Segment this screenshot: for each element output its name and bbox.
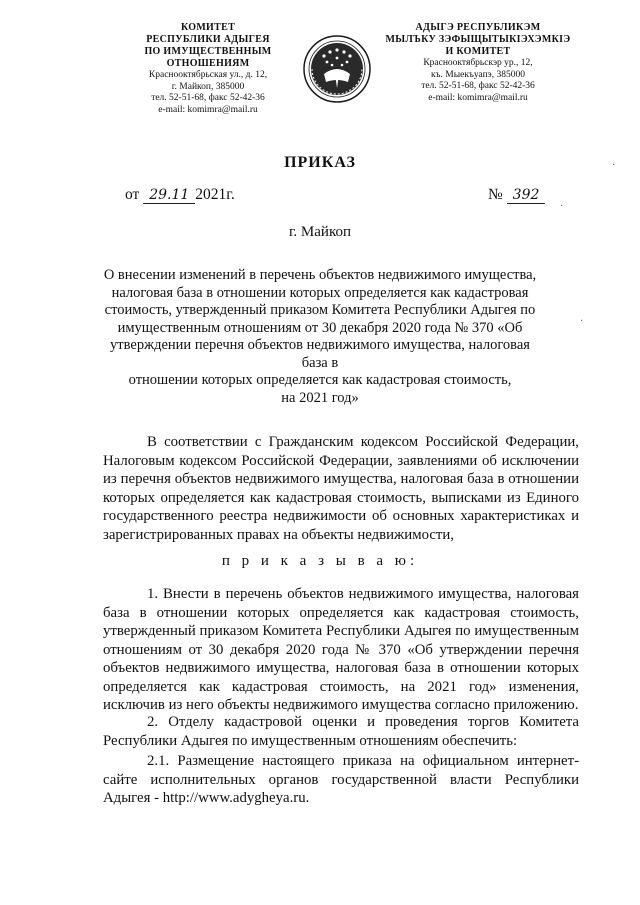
number-prefix: № <box>488 186 503 203</box>
header-left <box>108 22 308 116</box>
org-name-ady-line: МЫЛЪКУ ЗЭФЫЩЫТЫКІЭХЭМКІЭ <box>385 34 571 45</box>
header-right <box>378 22 578 104</box>
handwritten-number: 392 <box>507 187 546 204</box>
scan-speck: · <box>612 160 616 171</box>
subject-line: имущественным отношениям от 30 декабря 2020 года № 370 «Об <box>117 319 523 336</box>
subject-line: О внесении изменений в перечень объектов недвижимого имущества, <box>103 267 537 283</box>
orders-heading: п р и к а з ы в а ю: <box>221 553 419 569</box>
coat-of-arms-icon <box>302 34 372 104</box>
org-name-ru-line: ПО ИМУЩЕСТВЕННЫМ ОТНОШЕНИЯМ <box>144 46 272 69</box>
item-2-1-paragraph: 2.1. Размещение настоящего приказа на официальном интернет-сайте исполнительных органов государственной власти Республики Адыгея - http://www.adygheya.ru. <box>103 753 579 806</box>
address-line: Краснооктябрьская ул., д. 12, <box>148 70 268 80</box>
org-name-ady-line: И КОМИТЕТ <box>445 46 511 57</box>
document-number <box>488 186 545 204</box>
city-line: г. Майкоп <box>288 224 352 240</box>
org-name-ru-line: РЕСПУБЛИКИ АДЫГЕЯ <box>146 34 270 45</box>
phone-line: тел. 52-51-68, факс 52-42-36 <box>151 93 265 103</box>
document-date <box>125 186 235 204</box>
subject-line: на 2021 год» <box>281 389 359 406</box>
subject-line: налоговая база в отношении которых определяется как кадастровая <box>111 284 529 301</box>
subject-line: стоимость, утвержденный приказом Комитета Республики Адыгея по <box>104 302 536 318</box>
org-name-ady-line: АДЫГЭ РЕСПУБЛИКЭМ <box>415 22 541 33</box>
address-line: Краснооктябрьскэр ур., 12, <box>423 58 533 68</box>
item-2-paragraph: 2. Отделу кадастровой оценки и проведения торгов Комитета Республики Адыгея по имущественным отношениям обеспечить: <box>103 714 579 749</box>
scan-speck: · <box>560 201 564 212</box>
email-line: e-mail: komimra@mail.ru <box>158 104 258 115</box>
address-line: г. Майкоп, 385000 <box>171 81 245 92</box>
email-line: e-mail: komimra@mail.ru <box>428 92 528 103</box>
phone-line: тел. 52-51-68, факс 52-42-36 <box>421 81 535 91</box>
scan-speck: · <box>580 316 584 327</box>
subject-line: утверждении перечня объектов недвижимого имущества, налоговая база в <box>110 337 530 371</box>
address-line: къ. Мыекъуапэ, 385000 <box>431 69 525 80</box>
handwritten-date: 29.11 <box>143 187 195 204</box>
date-prefix: от <box>125 186 140 203</box>
preamble-paragraph: В соответствии с Гражданским кодексом Российской Федерации, Налоговым кодексом Российской Федерации, заявлениями об исключении из перечня объектов недвижимого имущества, налоговая база в отношении которых определяется как кадастровая стоимость, выписками из Единого государственного реестра недвижимости об основных характеристиках и зарегистрированных правах на объекты недвижимости, <box>103 434 579 543</box>
date-year: 2021г. <box>195 186 235 203</box>
org-name-ru-line: КОМИТЕТ <box>180 22 236 33</box>
document-title: ПРИКАЗ <box>284 154 356 171</box>
document-subject <box>100 267 540 407</box>
subject-line: отношении которых определяется как кадастровая стоимость, <box>128 372 512 388</box>
item-1-paragraph: 1. Внести в перечень объектов недвижимого имущества, налоговая база в отношении которых определяется как кадастровая стоимость, утвержденный приказом Комитета Республики Адыгея по имущественным отношениям от 30 декабря 2020 года № 370 «Об утверждении перечня объектов недвижимого имущества, налоговая база в отношении которых определяется как кадастровая стоимость, на 2021 год» изменения, исключив из него объекты недвижимого имущества согласно приложению. <box>103 586 579 713</box>
